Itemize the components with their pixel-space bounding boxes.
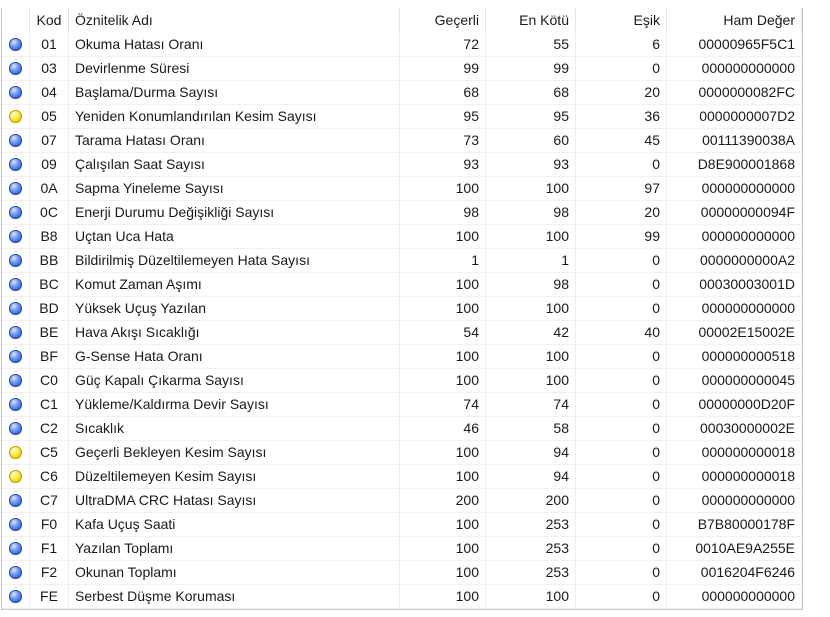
threshold-cell: 0 (576, 369, 667, 392)
code-cell: 01 (30, 33, 69, 56)
table-row[interactable] (2, 129, 802, 153)
raw-value-cell: 000000000000 (667, 225, 802, 248)
code-cell: 0C (30, 201, 69, 224)
smart-attributes-table (1, 8, 803, 610)
ok-status-icon (9, 38, 22, 51)
raw-value-cell: 00111390038A (667, 129, 802, 152)
table-row[interactable] (2, 537, 802, 561)
ok-status-icon (9, 302, 22, 315)
threshold-cell: 0 (576, 537, 667, 560)
worst-value-cell: 42 (486, 321, 576, 344)
table-row[interactable] (2, 369, 802, 393)
status-cell (2, 273, 30, 296)
attribute-name-cell: Yazılan Toplamı (69, 537, 400, 560)
ok-status-icon (9, 398, 22, 411)
attribute-name-cell: Hava Akışı Sıcaklığı (69, 321, 400, 344)
ok-status-icon (9, 86, 22, 99)
current-value-cell: 74 (400, 393, 486, 416)
raw-value-cell: 000000000000 (667, 297, 802, 320)
raw-value-cell: 00000000094F (667, 201, 802, 224)
table-row[interactable] (2, 177, 802, 201)
status-cell (2, 417, 30, 440)
code-cell: F0 (30, 513, 69, 536)
worst-value-cell: 74 (486, 393, 576, 416)
status-cell (2, 585, 30, 608)
current-value-cell: 54 (400, 321, 486, 344)
code-cell: C2 (30, 417, 69, 440)
code-cell: 05 (30, 105, 69, 128)
code-cell: BD (30, 297, 69, 320)
status-cell (2, 321, 30, 344)
attribute-name-cell: Yeniden Konumlandırılan Kesim Sayısı (69, 105, 400, 128)
warning-status-icon (9, 110, 22, 123)
ok-status-icon (9, 62, 22, 75)
raw-value-cell: 000000000518 (667, 345, 802, 368)
raw-value-cell: B7B80000178F (667, 513, 802, 536)
attribute-name-cell: Geçerli Bekleyen Kesim Sayısı (69, 441, 400, 464)
raw-value-cell: 00000000D20F (667, 393, 802, 416)
table-row[interactable] (2, 585, 802, 609)
worst-value-cell: 58 (486, 417, 576, 440)
current-value-cell: 100 (400, 561, 486, 584)
threshold-cell: 0 (576, 393, 667, 416)
current-value-cell: 200 (400, 489, 486, 512)
status-cell (2, 225, 30, 248)
worst-value-cell: 98 (486, 273, 576, 296)
attribute-name-cell: G-Sense Hata Oranı (69, 345, 400, 368)
current-value-cell: 95 (400, 105, 486, 128)
threshold-cell: 36 (576, 105, 667, 128)
status-cell (2, 393, 30, 416)
current-value-cell: 100 (400, 369, 486, 392)
raw-value-cell: 0000000007D2 (667, 105, 802, 128)
raw-value-cell: 00030003001D (667, 273, 802, 296)
attribute-name-cell: Enerji Durumu Değişikliği Sayısı (69, 201, 400, 224)
worst-value-cell: 93 (486, 153, 576, 176)
table-row[interactable] (2, 249, 802, 273)
table-row[interactable] (2, 393, 802, 417)
ok-status-icon (9, 158, 22, 171)
attribute-name-cell: Düzeltilemeyen Kesim Sayısı (69, 465, 400, 488)
status-cell (2, 537, 30, 560)
threshold-cell: 0 (576, 489, 667, 512)
table-row[interactable] (2, 105, 802, 129)
status-cell (2, 129, 30, 152)
code-cell: C5 (30, 441, 69, 464)
worst-value-cell: 100 (486, 177, 576, 200)
worst-value-cell: 1 (486, 249, 576, 272)
header-status[interactable] (2, 8, 30, 32)
code-cell: C0 (30, 369, 69, 392)
current-value-cell: 72 (400, 33, 486, 56)
current-value-cell: 73 (400, 129, 486, 152)
ok-status-icon (9, 494, 22, 507)
attribute-name-cell: Okuma Hatası Oranı (69, 33, 400, 56)
threshold-cell: 6 (576, 33, 667, 56)
current-value-cell: 99 (400, 57, 486, 80)
table-row[interactable] (2, 465, 802, 489)
header-current[interactable]: Geçerli (400, 8, 486, 32)
current-value-cell: 98 (400, 201, 486, 224)
attribute-name-cell: Sıcaklık (69, 417, 400, 440)
table-row[interactable] (2, 513, 802, 537)
code-cell: BC (30, 273, 69, 296)
ok-status-icon (9, 542, 22, 555)
status-cell (2, 105, 30, 128)
worst-value-cell: 100 (486, 369, 576, 392)
threshold-cell: 0 (576, 297, 667, 320)
worst-value-cell: 253 (486, 537, 576, 560)
raw-value-cell: 000000000018 (667, 465, 802, 488)
status-cell (2, 489, 30, 512)
raw-value-cell: 0016204F6246 (667, 561, 802, 584)
worst-value-cell: 98 (486, 201, 576, 224)
status-cell (2, 561, 30, 584)
table-row[interactable] (2, 57, 802, 81)
worst-value-cell: 100 (486, 225, 576, 248)
threshold-cell: 0 (576, 465, 667, 488)
current-value-cell: 68 (400, 81, 486, 104)
raw-value-cell: 000000000000 (667, 177, 802, 200)
current-value-cell: 100 (400, 177, 486, 200)
current-value-cell: 1 (400, 249, 486, 272)
raw-value-cell: 0000000082FC (667, 81, 802, 104)
attribute-name-cell: Tarama Hatası Oranı (69, 129, 400, 152)
threshold-cell: 20 (576, 81, 667, 104)
attribute-name-cell: Serbest Düşme Koruması (69, 585, 400, 608)
attribute-name-cell: Devirlenme Süresi (69, 57, 400, 80)
ok-status-icon (9, 590, 22, 603)
table-row[interactable] (2, 297, 802, 321)
current-value-cell: 100 (400, 465, 486, 488)
code-cell: C6 (30, 465, 69, 488)
worst-value-cell: 100 (486, 297, 576, 320)
table-body (2, 33, 802, 609)
warning-status-icon (9, 446, 22, 459)
ok-status-icon (9, 326, 22, 339)
worst-value-cell: 100 (486, 345, 576, 368)
worst-value-cell: 100 (486, 585, 576, 608)
table-row[interactable] (2, 321, 802, 345)
code-cell: F2 (30, 561, 69, 584)
ok-status-icon (9, 182, 22, 195)
status-cell (2, 369, 30, 392)
worst-value-cell: 55 (486, 33, 576, 56)
worst-value-cell: 68 (486, 81, 576, 104)
ok-status-icon (9, 230, 22, 243)
table-row[interactable] (2, 489, 802, 513)
threshold-cell: 0 (576, 57, 667, 80)
status-cell (2, 177, 30, 200)
status-cell (2, 297, 30, 320)
current-value-cell: 93 (400, 153, 486, 176)
header-threshold[interactable]: Eşik (576, 8, 667, 32)
threshold-cell: 20 (576, 201, 667, 224)
table-row[interactable] (2, 273, 802, 297)
code-cell: 03 (30, 57, 69, 80)
worst-value-cell: 94 (486, 465, 576, 488)
table-row[interactable] (2, 225, 802, 249)
current-value-cell: 100 (400, 585, 486, 608)
code-cell: C7 (30, 489, 69, 512)
status-cell (2, 249, 30, 272)
ok-status-icon (9, 254, 22, 267)
attribute-name-cell: UltraDMA CRC Hatası Sayısı (69, 489, 400, 512)
worst-value-cell: 200 (486, 489, 576, 512)
threshold-cell: 0 (576, 249, 667, 272)
ok-status-icon (9, 350, 22, 363)
raw-value-cell: 000000000000 (667, 585, 802, 608)
code-cell: 04 (30, 81, 69, 104)
header-raw-value[interactable]: Ham Değer (667, 8, 802, 32)
ok-status-icon (9, 566, 22, 579)
threshold-cell: 0 (576, 417, 667, 440)
status-cell (2, 465, 30, 488)
current-value-cell: 100 (400, 225, 486, 248)
current-value-cell: 100 (400, 537, 486, 560)
raw-value-cell: 0000000000A2 (667, 249, 802, 272)
worst-value-cell: 99 (486, 57, 576, 80)
attribute-name-cell: Başlama/Durma Sayısı (69, 81, 400, 104)
code-cell: FE (30, 585, 69, 608)
threshold-cell: 0 (576, 561, 667, 584)
status-cell (2, 441, 30, 464)
attribute-name-cell: Uçtan Uca Hata (69, 225, 400, 248)
ok-status-icon (9, 374, 22, 387)
raw-value-cell: 000000000000 (667, 57, 802, 80)
code-cell: 07 (30, 129, 69, 152)
raw-value-cell: 0010AE9A255E (667, 537, 802, 560)
raw-value-cell: D8E900001868 (667, 153, 802, 176)
attribute-name-cell: Kafa Uçuş Saati (69, 513, 400, 536)
raw-value-cell: 000000000000 (667, 489, 802, 512)
current-value-cell: 46 (400, 417, 486, 440)
threshold-cell: 0 (576, 585, 667, 608)
attribute-name-cell: Sapma Yineleme Sayısı (69, 177, 400, 200)
table-row[interactable] (2, 153, 802, 177)
threshold-cell: 0 (576, 441, 667, 464)
code-cell: C1 (30, 393, 69, 416)
worst-value-cell: 253 (486, 513, 576, 536)
raw-value-cell: 00030000002E (667, 417, 802, 440)
current-value-cell: 100 (400, 297, 486, 320)
table-row[interactable] (2, 33, 802, 57)
attribute-name-cell: Komut Zaman Aşımı (69, 273, 400, 296)
ok-status-icon (9, 518, 22, 531)
code-cell: 09 (30, 153, 69, 176)
ok-status-icon (9, 206, 22, 219)
status-cell (2, 33, 30, 56)
ok-status-icon (9, 278, 22, 291)
attribute-name-cell: Yüksek Uçuş Yazılan (69, 297, 400, 320)
threshold-cell: 0 (576, 273, 667, 296)
table-row[interactable] (2, 417, 802, 441)
code-cell: F1 (30, 537, 69, 560)
threshold-cell: 99 (576, 225, 667, 248)
table-row[interactable] (2, 201, 802, 225)
code-cell: B8 (30, 225, 69, 248)
threshold-cell: 97 (576, 177, 667, 200)
attribute-name-cell: Çalışılan Saat Sayısı (69, 153, 400, 176)
ok-status-icon (9, 422, 22, 435)
raw-value-cell: 000000000018 (667, 441, 802, 464)
header-attribute-name[interactable]: Öznitelik Adı (69, 8, 400, 32)
current-value-cell: 100 (400, 513, 486, 536)
threshold-cell: 40 (576, 321, 667, 344)
worst-value-cell: 253 (486, 561, 576, 584)
warning-status-icon (9, 470, 22, 483)
table-row[interactable] (2, 345, 802, 369)
worst-value-cell: 95 (486, 105, 576, 128)
threshold-cell: 0 (576, 345, 667, 368)
code-cell: BE (30, 321, 69, 344)
table-row[interactable] (2, 81, 802, 105)
code-cell: BF (30, 345, 69, 368)
attribute-name-cell: Güç Kapalı Çıkarma Sayısı (69, 369, 400, 392)
current-value-cell: 100 (400, 441, 486, 464)
status-cell (2, 513, 30, 536)
raw-value-cell: 00000965F5C1 (667, 33, 802, 56)
status-cell (2, 201, 30, 224)
code-cell: 0A (30, 177, 69, 200)
table-header (2, 8, 802, 32)
raw-value-cell: 00002E15002E (667, 321, 802, 344)
raw-value-cell: 000000000045 (667, 369, 802, 392)
current-value-cell: 100 (400, 345, 486, 368)
table-row[interactable] (2, 441, 802, 465)
table-row[interactable] (2, 561, 802, 585)
header-code[interactable]: Kod (30, 8, 69, 32)
status-cell (2, 57, 30, 80)
attribute-name-cell: Okunan Toplamı (69, 561, 400, 584)
status-cell (2, 345, 30, 368)
status-cell (2, 153, 30, 176)
attribute-name-cell: Bildirilmiş Düzeltilemeyen Hata Sayısı (69, 249, 400, 272)
header-worst[interactable]: En Kötü (486, 8, 576, 32)
status-cell (2, 81, 30, 104)
current-value-cell: 100 (400, 273, 486, 296)
threshold-cell: 45 (576, 129, 667, 152)
worst-value-cell: 94 (486, 441, 576, 464)
threshold-cell: 0 (576, 153, 667, 176)
ok-status-icon (9, 134, 22, 147)
attribute-name-cell: Yükleme/Kaldırma Devir Sayısı (69, 393, 400, 416)
worst-value-cell: 60 (486, 129, 576, 152)
code-cell: BB (30, 249, 69, 272)
threshold-cell: 0 (576, 513, 667, 536)
